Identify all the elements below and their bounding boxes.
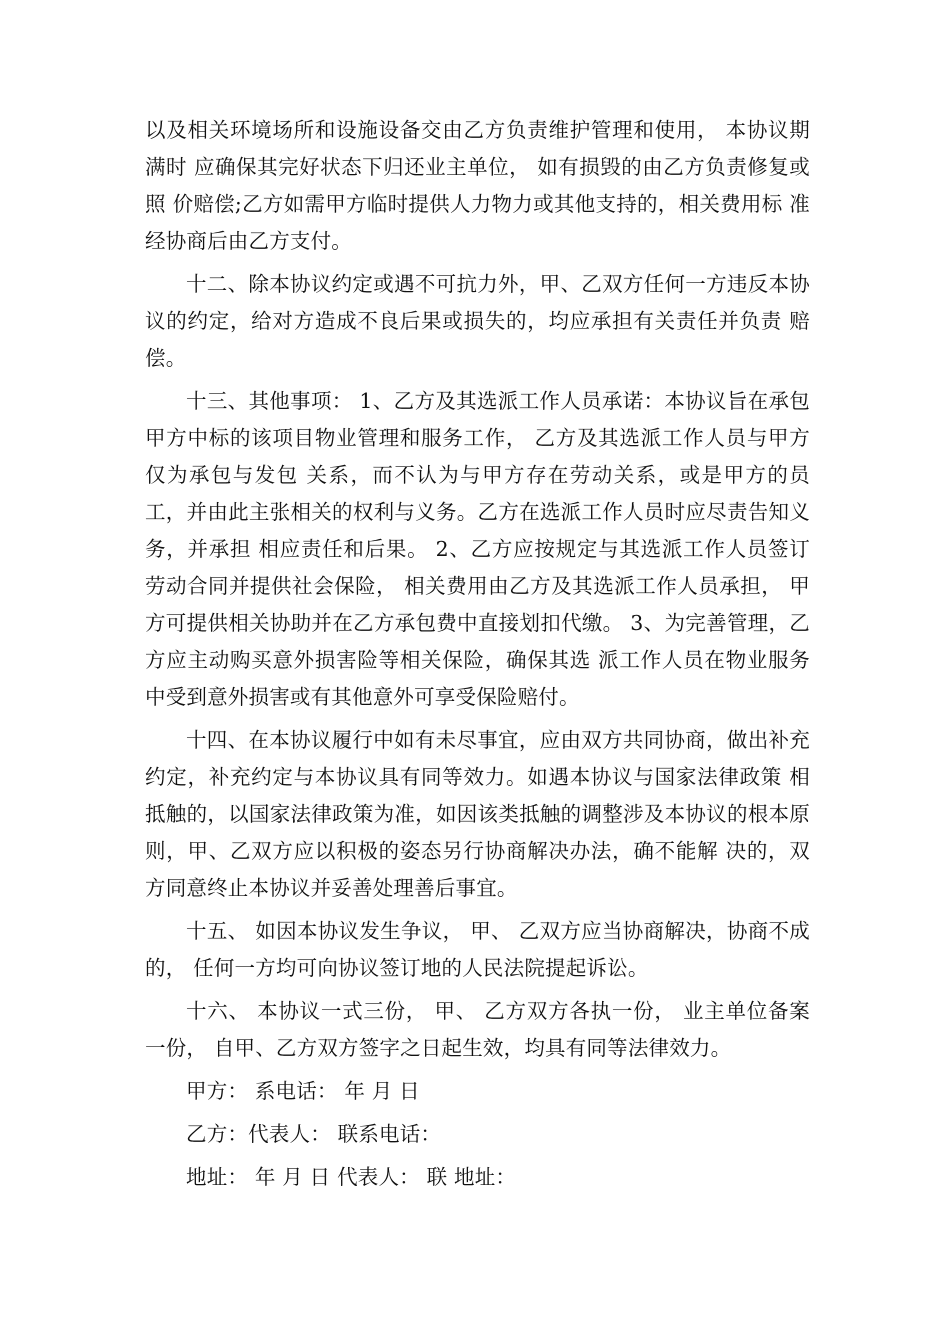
signature-line-party-b: 乙方：代表人： 联系电话： bbox=[186, 1122, 442, 1146]
signature-line-address: 地址： 年 月 日 代表人： 联 地址： bbox=[186, 1165, 517, 1189]
paragraph-clause-14: 十四、在本协议履行中如有未尽事宜，应由双方共同协商，做出补充 约定，补充约定与本协议具有同等效力。如遇本协议与国家法律政策 相抵触的，以国家法律政策为准，如因该类抵触的调整涉及本协议的根本原则，甲、乙双方应以积极的姿态另行协商解决办法，确不能解 决的，双方同意终止本协议并妥善处理善后事宜。 bbox=[145, 728, 810, 900]
paragraph-clause-15: 十五、 如因本协议发生争议， 甲、 乙双方应当协商解决，协商不成的， 任何一方均可向协议签订地的人民法院提起诉讼。 bbox=[145, 919, 810, 980]
paragraph-clause-13: 十三、其他事项： 1、乙方及其选派工作人员承诺：本协议旨在承包甲方中标的该项目物业管理和服务工作， 乙方及其选派工作人员与甲方仅为承包与发包 关系，而不认为与甲方存在劳动关系，或是甲方的员工，并由此主张相关的权利与义务。乙方在选派工作人员时应尽责告知义务，并承担 相应责任和后果。 2、乙方应按规定与其选派工作人员签订劳动合同并提供社会保险， 相关费用由乙方及其选派工作人员承担， 甲方可提供相关协助并在乙方承包费中直接划扣代缴。 3、为完善管理，乙方应主动购买意外损害险等相关保险，确保其选 派工作人员在物业服务中受到意外损害或有其他意外可享受保险赔付。 bbox=[145, 389, 810, 709]
document-page bbox=[145, 112, 810, 1202]
paragraph-continuation: 以及相关环境场所和设施设备交由乙方负责维护管理和使用， 本协议期满时 应确保其完好状态下归还业主单位， 如有损毁的由乙方负责修复或照 价赔偿;乙方如需甲方临时提供人力物力或其他支持的，相关费用标 准经协商后由乙方支付。 bbox=[145, 118, 810, 253]
signature-line-party-a: 甲方： 系电话： 年 月 日 bbox=[186, 1079, 420, 1103]
paragraph-clause-16: 十六、 本协议一式三份， 甲、 乙方双方各执一份， 业主单位备案一份， 自甲、乙方双方签字之日起生效，均具有同等法律效力。 bbox=[145, 999, 810, 1060]
paragraph-clause-12: 十二、除本协议约定或遇不可抗力外，甲、乙双方任何一方违反本协议的约定，给对方造成不良后果或损失的，均应承担有关责任并负责 赔偿。 bbox=[145, 272, 810, 370]
